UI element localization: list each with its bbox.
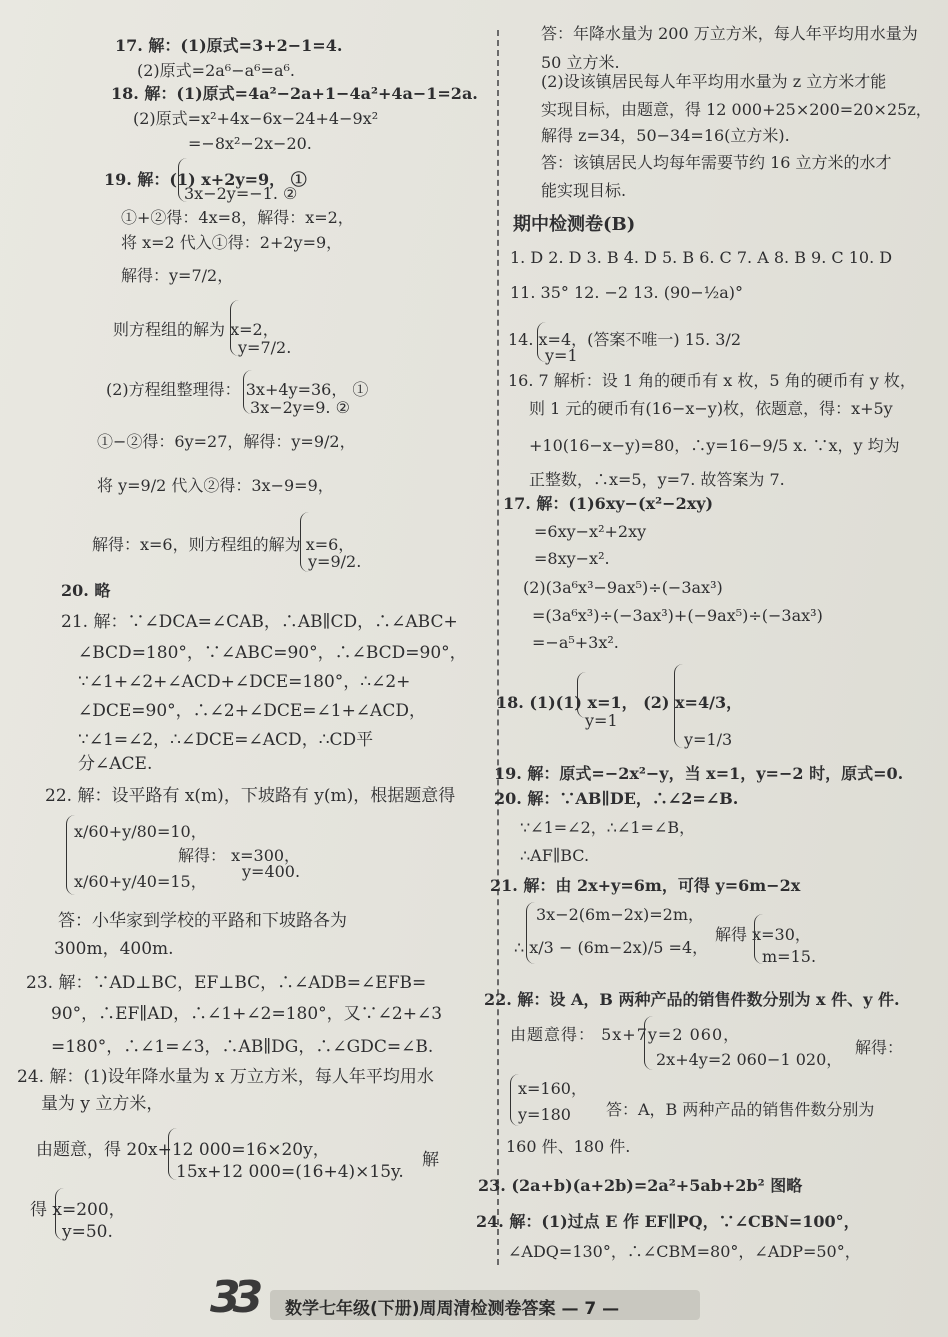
q23-line2: 90°，∴EF∥AD，∴∠1+∠2=180°，又∵∠2+∠3 [51,1004,443,1024]
q18r-y1: y=1 [585,711,618,730]
q21r-line1: 21. 解：由 2x+y=6m，可得 y=6m−2x [490,876,801,895]
q16-line4: 正整数，∴x=5，y=7. 故答案为 7. [529,470,785,489]
q21r-sol-m: m=15. [762,947,817,966]
q24-line1: 24. 解：(1)设年降水量为 x 万立方米，每人年平均用水 [17,1067,434,1087]
q20r-line3: ∴AF∥BC. [520,846,590,865]
q20r-line2: ∵∠1=∠2，∴∠1=∠B， [520,818,696,837]
q22r-line1: 22. 解：设 A，B 两种产品的销售件数分别为 x 件、y 件. [484,990,900,1009]
q22-line1: 22. 解：设平路有 x(m)，下坡路有 y(m)，根据题意得 [45,786,456,806]
fill-answers-14-15: 14. x=4，(答案不唯一) 15. 3/2 [508,330,741,349]
q19-line1: 19. 解：(1) x+2y=9， ① [104,170,307,189]
r-q24-2-line2: 实现目标，由题意，得 12 000+25×200=20×25z， [541,100,932,119]
q14-y: y=1 [545,346,578,365]
q16-line2: 则 1 元的硬币有(16−x−y)枚，依题意，得：x+5y [529,399,893,418]
q22-eq2: x/60+y/40=15， [74,872,207,891]
q17r-line2: =6xy−x²+2xy [534,522,647,541]
q21-line5: ∵∠1=∠2，∴∠DCE=∠ACD，∴CD平 [78,730,374,750]
q18-line3: =−8x²−2x−20. [188,134,312,153]
q22-sol-y: y=400. [242,862,301,881]
r-q24-2-line1: (2)设该镇居民每人年平均用水量为 z 立方米才能 [541,72,887,91]
r-q24-2-line3: 解得 z=34，50−34=16(立方米). [541,126,790,145]
q18r-y2: y=1/3 [684,730,733,749]
q17r-line6: =−a⁵+3x². [532,633,619,652]
q22r-answer1: 答：A，B 两种产品的销售件数分别为 [606,1100,875,1119]
q19-solution-b: y=7/2. [238,338,292,357]
q23r: 23. (2a+b)(a+2b)=2a²+5ab+2b² 图略 [478,1176,803,1195]
q18-line2: (2)原式=x²+4x−6x−24+4−9x² [133,109,379,128]
q17-line1: 17. 解：(1)原式=3+2−1=4. [115,36,343,55]
q19-2-line3: ①−②得：6y=27，解得：y=9/2， [97,432,356,451]
q21-line6: 分∠ACE. [78,754,153,774]
q19-line3: ①+②得：4x=8，解得：x=2， [121,208,354,227]
section-title: 期中检测卷(B) [513,214,636,235]
r-answer-line2: 50 立方米. [541,53,620,72]
choice-answers: 1. D 2. D 3. B 4. D 5. B 6. C 7. A 8. B 9. C 10. D [510,248,893,267]
q17r-line3: =8xy−x². [534,549,610,568]
q19r: 19. 解：原式=−2x²−y，当 x=1，y=−2 时，原式=0. [494,764,904,783]
q20r-line1: 20. 解：∵AB∥DE，∴∠2=∠B. [494,789,739,808]
r-q24-2-line5: 能实现目标. [541,181,627,200]
q24-sol-y: y=50. [62,1222,113,1242]
q21r-eq1: 3x−2(6m−2x)=2m， [536,905,704,924]
q20: 20. 略 [61,581,111,600]
q16-line3: +10(16−x−y)=80，∴y=16−9/5 x. ∵x，y 均为 [529,436,900,455]
q21-line3: ∵∠1+∠2+∠ACD+∠DCE=180°，∴∠2+ [78,672,411,692]
q22r-sol-x: x=160， [518,1079,587,1098]
q23-line1: 23. 解：∵AD⊥BC，EF⊥BC，∴∠ADB=∠EFB= [26,973,427,993]
q21-line2: ∠BCD=180°，∵∠ABC=90°，∴∠BCD=90°， [78,643,467,663]
q21r-solve: 解得 x=30， [715,925,811,944]
q19-line4: 将 x=2 代入①得：2+2y=9， [121,233,343,252]
q24-eq1: 由题意，得 20x+12 000=16×20y， [36,1140,330,1160]
q17r-line4: (2)(3a⁶x³−9ax⁵)÷(−3ax³) [523,578,723,597]
q19-2-line1: (2)方程组整理得： 3x+4y=36， ① [106,380,369,399]
q22-eq1: x/60+y/80=10， [74,822,207,841]
q19-line5: 解得：y=7/2， [121,266,234,285]
q22r-answer2: 160 件、180 件. [506,1137,631,1156]
q19-solution-a: 则方程组的解为 x=2， [113,320,279,339]
q18-line1: 18. 解：(1)原式=4a²−2a+1−4a²+4a−1=2a. [111,84,478,103]
q19-line2: 3x−2y=−1. ② [184,184,298,203]
q19-2-line5: 解得：x=6，则方程组的解为 x=6， [92,535,355,554]
q22r-solve: 解得： [855,1038,904,1057]
q22r-eq1: 由题意得： 5x+7y=2 060， [510,1025,741,1044]
fill-answers-11-13: 11. 35° 12. −2 13. (90−½a)° [510,283,744,302]
q23-line3: =180°，∴∠1=∠3，∴AB∥DG，∴∠GDC=∠B. [51,1037,434,1057]
q22-solve: 解得： x=300， [178,846,301,865]
q17-line2: (2)原式=2a⁶−a⁶=a⁶. [137,61,296,80]
r-answer-line1: 答：年降水量为 200 万立方米，每人年平均用水量为 [541,24,918,43]
q21-line1: 21. 解：∵∠DCA=∠CAB，∴AB∥CD，∴∠ABC+ [61,612,458,632]
q19-2-line6: y=9/2. [308,552,362,571]
q21r-eq2: ∴ x/3 − (6m−2x)/5 =4， [514,938,709,957]
q22-answer1: 答：小华家到学校的平路和下坡路各为 [58,911,347,931]
q24-solve: 解 [422,1150,439,1170]
q18r-line1: 18. (1)(1) x=1， (2) x=4/3， [496,693,743,712]
footer-text: 数学七年级(下册)周周清检测卷答案 — 7 — [285,1299,620,1319]
q24r-line2: ∠ADQ=130°，∴∠CBM=80°，∠ADP=50°， [508,1242,861,1261]
q24-sol-x: 得 x=200， [30,1200,126,1220]
q17r-line5: =(3a⁶x³)÷(−3ax³)+(−9ax⁵)÷(−3ax³) [532,606,823,625]
r-q24-2-line4: 答：该镇居民人均每年需要节约 16 立方米的水才 [541,153,892,172]
q24-line2: 量为 y 立方米， [41,1094,164,1114]
column-divider [497,30,499,1265]
q22r-eq2: 2x+4y=2 060−1 020， [656,1050,843,1069]
q16-line1: 16. 7 解析：设 1 角的硬币有 x 枚，5 角的硬币有 y 枚， [508,371,916,390]
q24-eq2: 15x+12 000=(16+4)×15y. [176,1162,404,1182]
q19-2-line4: 将 y=9/2 代入②得：3x−9=9， [97,476,334,495]
q21-line4: ∠DCE=90°，∴∠2+∠DCE=∠1+∠ACD， [78,701,426,721]
q17r-line1: 17. 解：(1)6xy−(x²−2xy) [503,494,714,513]
q22r-sol-y: y=180 [518,1105,571,1124]
brand-logo: 33 [210,1272,256,1323]
q22-answer2: 300m，400m. [54,939,174,959]
q19-2-line2: 3x−2y=9. ② [250,398,350,417]
q24r-line1: 24. 解：(1)过点 E 作 EF∥PQ，∵∠CBN=100°， [476,1212,860,1231]
